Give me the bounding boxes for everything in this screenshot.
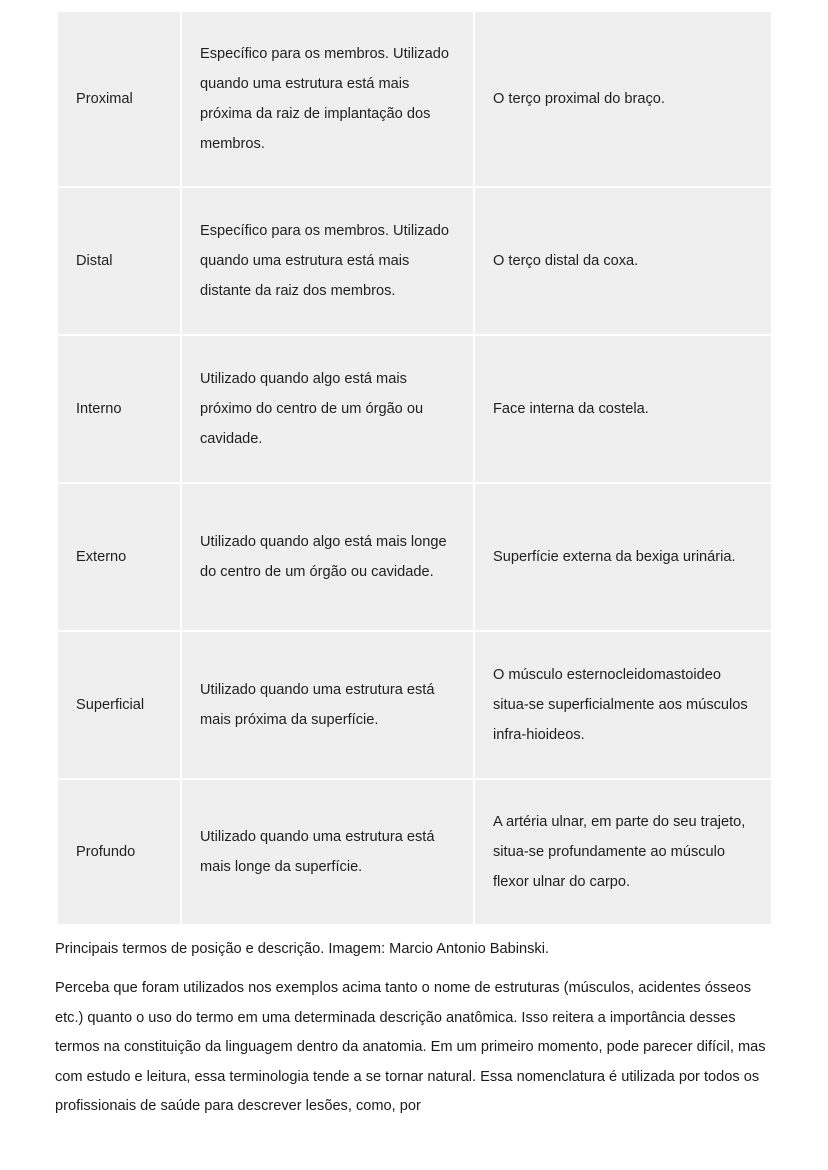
body-paragraph: Perceba que foram utilizados nos exemplos acima tanto o nome de estruturas (músculos, acidentes ósseos etc.) quanto o uso do termo em uma determinada descrição anatômica. Isso reitera a importância desses termos na constituição da linguagem dentro da anatomia. Em um primeiro momento, pode parecer difícil, mas com estudo e leitura, essa terminologia tende a se tornar natural. Essa nomenclatura é utilizada por todos os profissionais de saúde para descrever lesões, como, por	[55, 980, 766, 1115]
example-cell: O músculo esternocleidomastoideo situa-se superficialmente aos músculos infra-hioideos.	[474, 631, 772, 779]
example-cell: O terço distal da coxa.	[474, 187, 772, 335]
example-cell: Superfície externa da bexiga urinária.	[474, 483, 772, 631]
term-cell: Proximal	[57, 11, 181, 187]
table-row	[57, 11, 772, 187]
table-row	[57, 187, 772, 335]
description-cell: Utilizado quando algo está mais próximo do centro de um órgão ou cavidade.	[181, 335, 474, 483]
description-cell: Específico para os membros. Utilizado quando uma estrutura está mais próxima da raiz de implantação dos membros.	[181, 11, 474, 187]
description-cell: Específico para os membros. Utilizado quando uma estrutura está mais distante da raiz dos membros.	[181, 187, 474, 335]
term-cell: Distal	[57, 187, 181, 335]
table-row	[57, 483, 772, 631]
table-row	[57, 631, 772, 779]
description-cell: Utilizado quando uma estrutura está mais próxima da superfície.	[181, 631, 474, 779]
example-cell: A artéria ulnar, em parte do seu trajeto, situa-se profundamente ao músculo flexor ulnar do carpo.	[474, 779, 772, 925]
table-row	[57, 335, 772, 483]
term-cell: Superficial	[57, 631, 181, 779]
term-cell: Interno	[57, 335, 181, 483]
example-cell: O terço proximal do braço.	[474, 11, 772, 187]
description-cell: Utilizado quando uma estrutura está mais longe da superfície.	[181, 779, 474, 925]
table-row	[57, 779, 772, 925]
term-cell: Externo	[57, 483, 181, 631]
example-cell: Face interna da costela.	[474, 335, 772, 483]
terms-table	[56, 10, 773, 926]
description-cell: Utilizado quando algo está mais longe do centro de um órgão ou cavidade.	[181, 483, 474, 631]
figure-caption: Principais termos de posição e descrição. Imagem: Marcio Antonio Babinski.	[55, 941, 549, 957]
term-cell: Profundo	[57, 779, 181, 925]
